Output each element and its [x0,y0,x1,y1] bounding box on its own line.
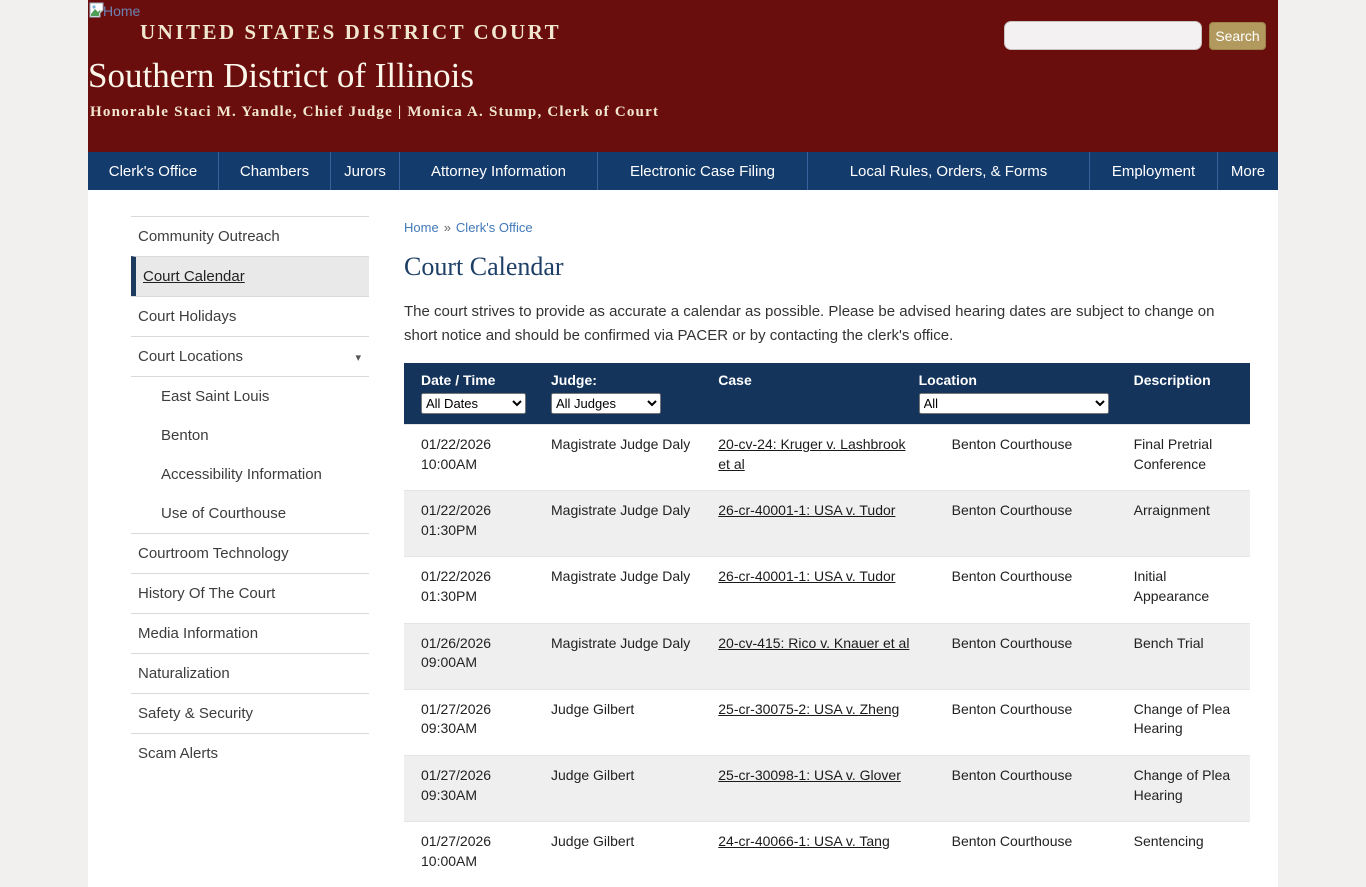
site-name-top: UNITED STATES DISTRICT COURT [140,20,562,44]
judge-filter-select[interactable] [551,393,661,414]
judge-header-label: Judge: [551,372,597,388]
cell-case [701,755,917,821]
sidebar-link-scam-alerts[interactable]: Scam Alerts [138,745,219,762]
officials-line: Honorable Staci M. Yandle, Chief Judge | Monica A. Stump, Clerk of Court [90,104,660,120]
cell-case [701,557,917,623]
table-row [404,557,1250,623]
cell-judge: Magistrate Judge Daly [534,557,701,623]
table-header-row [404,363,1250,425]
sidebar-link-naturalization[interactable]: Naturalization [138,665,230,682]
case-header-label: Case [718,372,752,388]
sidebar-link-court-locations[interactable] [131,337,369,376]
search-area [1004,21,1266,50]
sidebar-item-court-locations[interactable] [131,336,369,376]
cell-date-time: 01/27/2026 09:30AM [404,689,534,755]
table-row [404,822,1250,887]
sidebar-item-benton[interactable] [131,416,369,455]
cell-location: Benton Courthouse [918,822,1117,887]
table-row [404,491,1250,557]
court-calendar-table [404,363,1250,887]
nav-jurors[interactable]: Jurors [331,152,400,190]
column-header-case [701,363,917,425]
page-container [88,0,1278,887]
case-link[interactable]: 24-cr-40066-1: USA v. Tang [718,833,890,850]
sidebar-link-courtroom-technology[interactable]: Courtroom Technology [138,545,289,562]
breadcrumb-home[interactable]: Home [404,220,439,235]
chevron-down-icon: ▾ [355,352,361,364]
cell-location: Benton Courthouse [918,689,1117,755]
cell-case [701,689,917,755]
case-link[interactable]: 20-cv-415: Rico v. Knauer et al [718,634,910,651]
column-header-description [1117,363,1250,425]
description-header-label: Description [1133,372,1211,388]
nav-employment[interactable]: Employment [1090,152,1218,190]
cell-description: Change of Plea Hearing [1117,689,1250,755]
cell-date-time: 01/27/2026 09:30AM [404,755,534,821]
location-header-label: Location [918,372,977,388]
intro-text: The court strives to provide as accurate a calendar as possible. Please be advised hearing dates are subject to change on short notice and should be confirmed via PACER or by contacting the clerk's office. [404,303,1215,344]
case-link[interactable]: 26-cr-40001-1: USA v. Tudor [718,568,896,585]
cell-description: Final Pretrial Conference [1117,425,1250,491]
main-content [404,190,1250,887]
cell-location: Benton Courthouse [918,491,1117,557]
cell-judge: Judge Gilbert [534,755,701,821]
nav-electronic-case-filing[interactable]: Electronic Case Filing [598,152,808,190]
cell-location: Benton Courthouse [918,623,1117,689]
case-link[interactable]: 26-cr-40001-1: USA v. Tudor [718,502,896,519]
breadcrumb-clerks-office[interactable]: Clerk's Office [455,220,533,235]
date-time-header-label: Date / Time [421,372,496,388]
sidebar-item-history-of-the-court[interactable] [131,573,369,613]
site-name-district: Southern District of Illinois [88,56,474,95]
sidebar-link-media-information[interactable]: Media Information [138,625,259,642]
table-row [404,755,1250,821]
location-filter-select[interactable] [919,393,1109,414]
date-filter-select[interactable] [421,393,526,414]
home-link-label: Home [103,3,141,19]
table-row [404,425,1250,491]
cell-date-time: 01/22/2026 01:30PM [404,491,534,557]
search-input[interactable] [1004,21,1202,50]
cell-judge: Judge Gilbert [534,689,701,755]
column-header-judge [534,363,701,425]
column-header-date-time [404,363,534,425]
site-header [88,0,1278,152]
search-button[interactable]: Search [1209,22,1266,50]
page-title: Court Calendar [404,252,564,281]
case-link[interactable]: 25-cr-30098-1: USA v. Glover [718,766,901,783]
cell-case [701,491,917,557]
breadcrumb [404,220,1250,235]
cell-location: Benton Courthouse [918,755,1117,821]
nav-attorney-information[interactable]: Attorney Information [400,152,598,190]
sidebar-link-accessibility-information[interactable]: Accessibility Information [161,466,322,483]
nav-more[interactable]: More [1230,162,1266,180]
sidebar-label-court-locations: Court Locations [138,348,244,365]
cell-judge: Magistrate Judge Daly [534,425,701,491]
cell-location: Benton Courthouse [918,425,1117,491]
cell-description: Bench Trial [1117,623,1250,689]
cell-judge: Magistrate Judge Daly [534,491,701,557]
cell-case [701,623,917,689]
sidebar-link-east-saint-louis[interactable]: East Saint Louis [161,388,270,405]
case-link[interactable]: 20-cv-24: Kruger v. Lashbrook et al [718,436,906,472]
sidebar-link-community-outreach[interactable]: Community Outreach [138,228,280,245]
sidebar-item-naturalization[interactable] [131,653,369,693]
cell-description: Sentencing [1117,822,1250,887]
case-link[interactable]: 25-cr-30075-2: USA v. Zheng [718,700,900,717]
sidebar-menu [131,216,369,773]
nav-local-rules-orders-forms[interactable]: Local Rules, Orders, & Forms [808,152,1090,190]
breadcrumb-separator: » [443,220,451,235]
sidebar-link-history-of-the-court[interactable]: History Of The Court [138,585,276,602]
sidebar-item-media-information[interactable] [131,613,369,653]
table-row [404,689,1250,755]
sidebar-item-courtroom-technology[interactable] [131,533,369,573]
column-header-location [918,363,1117,425]
sidebar-item-court-calendar[interactable] [131,256,369,296]
cell-description: Change of Plea Hearing [1117,755,1250,821]
cell-date-time: 01/26/2026 09:00AM [404,623,534,689]
sidebar-item-east-saint-louis[interactable] [131,376,369,416]
nav-clerks-office[interactable]: Clerk's Office [88,152,219,190]
main-nav [88,152,1278,190]
cell-case [701,425,917,491]
table-row [404,623,1250,689]
cell-judge: Judge Gilbert [534,822,701,887]
sidebar-item-use-of-courthouse[interactable] [131,494,369,533]
sidebar-item-safety-security[interactable] [131,693,369,733]
sidebar-link-benton[interactable]: Benton [161,427,209,444]
cell-date-time: 01/22/2026 01:30PM [404,557,534,623]
cell-location: Benton Courthouse [918,557,1117,623]
sidebar-link-safety-security[interactable]: Safety & Security [138,705,254,722]
sidebar-item-community-outreach[interactable] [131,216,369,256]
cell-case [701,822,917,887]
sidebar-item-accessibility-information[interactable] [131,455,369,494]
home-link[interactable] [89,2,140,19]
sidebar-item-scam-alerts[interactable] [131,733,369,773]
cell-description: Initial Appearance [1117,557,1250,623]
cell-date-time: 01/22/2026 10:00AM [404,425,534,491]
sidebar-link-court-holidays[interactable]: Court Holidays [138,308,237,325]
sidebar-link-use-of-courthouse[interactable]: Use of Courthouse [161,505,287,522]
nav-chambers[interactable]: Chambers [219,152,331,190]
cell-judge: Magistrate Judge Daly [534,623,701,689]
sidebar-link-court-calendar[interactable]: Court Calendar [143,268,245,285]
sidebar-item-court-holidays[interactable] [131,296,369,336]
cell-date-time: 01/27/2026 10:00AM [404,822,534,887]
content-area [88,190,1278,887]
cell-description: Arraignment [1117,491,1250,557]
